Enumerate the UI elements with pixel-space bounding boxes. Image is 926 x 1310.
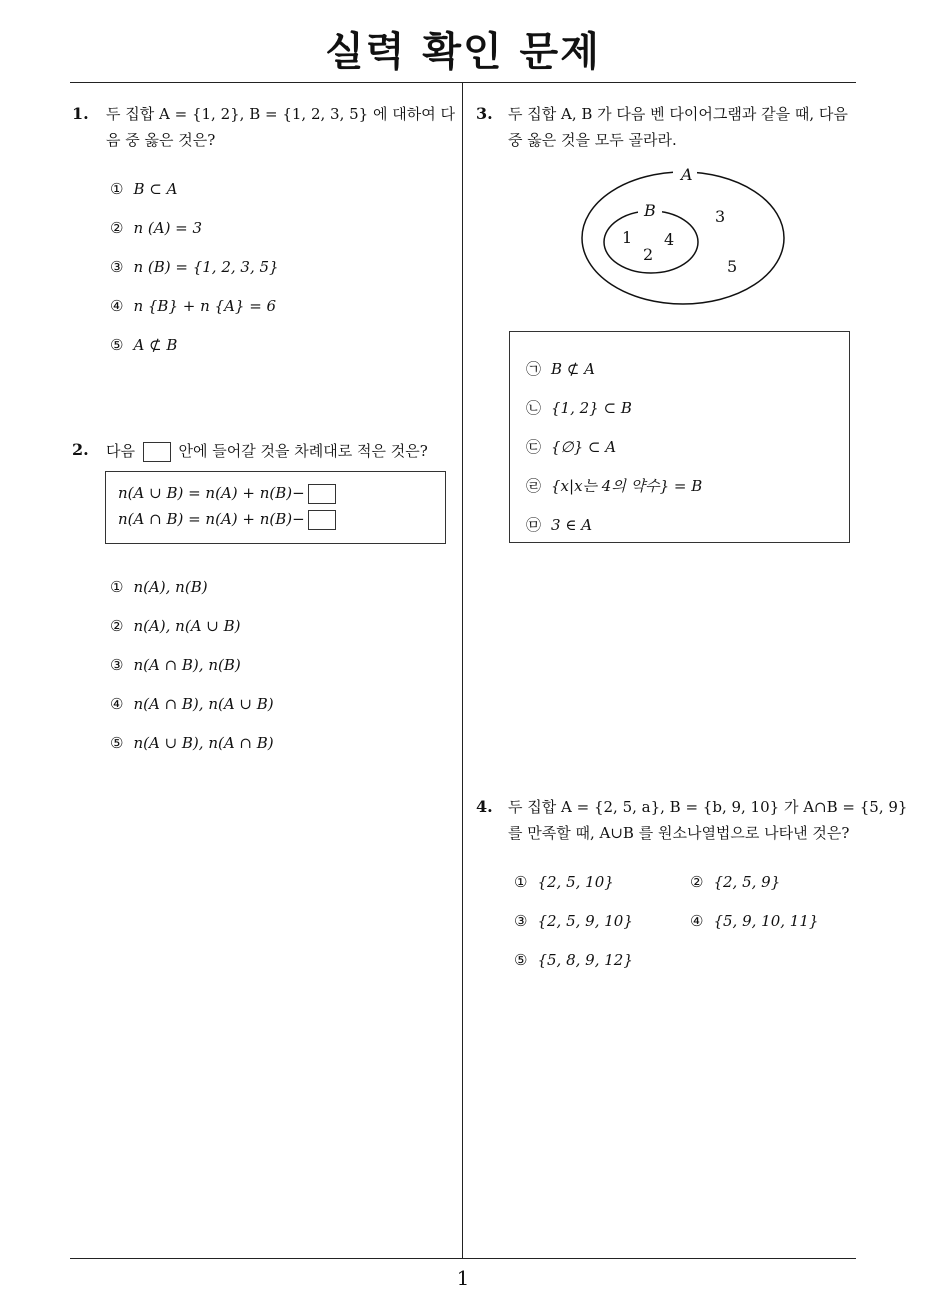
question-4-number: 4. — [476, 797, 493, 816]
question-1-line-2: 음 중 옳은 것은? — [106, 131, 216, 149]
question-2-text — [106, 438, 428, 464]
option-text: {2, 5, 9} — [713, 873, 781, 891]
q3-statement-4[interactable] — [526, 475, 702, 496]
venn-element: 5 — [727, 257, 738, 276]
option-text: n {B} + n {A} = 6 — [133, 297, 277, 315]
venn-element: 1 — [622, 228, 633, 247]
venn-element: 4 — [664, 230, 675, 249]
option-mark: ② — [110, 219, 124, 237]
question-2-text-after: 안에 들어갈 것을 차례대로 적은 것은? — [178, 442, 428, 460]
option-text: {1, 2} ⊂ B — [551, 399, 632, 417]
option-text: {x|x는 4의 약수} = B — [551, 477, 703, 495]
q2-option-3[interactable] — [110, 656, 241, 674]
option-text: n(A), n(A ∪ B) — [133, 617, 241, 635]
option-mark: ㉡ — [526, 399, 542, 417]
option-text: n(A ∪ B), n(A ∩ B) — [133, 734, 274, 752]
option-text: n (A) = 3 — [133, 219, 203, 237]
option-text: n (B) = {1, 2, 3, 5} — [133, 258, 279, 276]
question-3-line-2: 중 옳은 것을 모두 골라라. — [508, 131, 677, 149]
q4-option-4[interactable] — [690, 912, 818, 930]
bottom-divider — [70, 1258, 856, 1259]
q3-statement-3[interactable] — [526, 436, 616, 457]
option-mark: ㉣ — [526, 477, 542, 495]
option-text: 3 ∈ A — [551, 516, 593, 534]
option-mark: ① — [110, 578, 124, 596]
q1-option-4[interactable] — [110, 297, 276, 315]
option-text: A ⊄ B — [133, 336, 178, 354]
q4-option-1[interactable] — [514, 873, 614, 891]
option-text: {∅} ⊂ A — [551, 438, 617, 456]
venn-set-a-circle — [582, 172, 784, 304]
column-divider — [462, 82, 463, 1258]
question-1-number: 1. — [72, 104, 89, 123]
venn-diagram — [575, 165, 795, 310]
option-mark: ③ — [514, 912, 528, 930]
q2-option-5[interactable] — [110, 734, 274, 752]
formula-box — [105, 471, 446, 544]
q1-option-2[interactable] — [110, 219, 202, 237]
q2-option-1[interactable] — [110, 578, 208, 596]
question-1-text — [106, 101, 458, 153]
option-text: {5, 8, 9, 12} — [537, 951, 633, 969]
blank-box — [308, 510, 336, 530]
question-3-line-1: 두 집합 A, B 가 다음 벤 다이어그램과 같을 때, 다음 — [508, 105, 848, 123]
option-text: {5, 9, 10, 11} — [713, 912, 819, 930]
option-mark: ⑤ — [110, 734, 124, 752]
question-2-text-before: 다음 — [106, 442, 135, 460]
option-mark: ② — [110, 617, 124, 635]
option-mark: ① — [514, 873, 528, 891]
q3-statement-5[interactable] — [526, 514, 592, 535]
option-mark: ④ — [110, 297, 124, 315]
q1-option-1[interactable] — [110, 180, 177, 198]
question-4-line-2: 를 만족할 때, A∪B 를 원소나열법으로 나타낸 것은? — [508, 824, 850, 842]
option-mark: ㉠ — [526, 360, 542, 378]
q3-statement-1[interactable] — [526, 358, 595, 379]
q4-option-3[interactable] — [514, 912, 633, 930]
question-2-number: 2. — [72, 440, 89, 459]
q2-option-2[interactable] — [110, 617, 241, 635]
option-text: {2, 5, 9, 10} — [537, 912, 633, 930]
option-mark: ① — [110, 180, 124, 198]
q2-option-4[interactable] — [110, 695, 274, 713]
top-divider — [70, 82, 856, 83]
venn-element: 3 — [715, 207, 726, 226]
formula-line-1 — [118, 484, 339, 504]
question-4-text — [508, 794, 908, 846]
option-mark: ② — [690, 873, 704, 891]
formula-line-2 — [118, 510, 339, 530]
formula-text: n(A ∩ B) = n(A) + n(B)− — [118, 510, 305, 528]
blank-box — [308, 484, 336, 504]
question-3-number: 3. — [476, 104, 493, 123]
question-3-text — [508, 101, 860, 153]
venn-label-a: A — [681, 165, 693, 184]
option-text: n(A ∩ B), n(B) — [133, 656, 241, 674]
formula-text: n(A ∪ B) = n(A) + n(B)− — [118, 484, 305, 502]
option-mark: ④ — [690, 912, 704, 930]
venn-label-b: B — [644, 201, 656, 220]
q4-option-2[interactable] — [690, 873, 780, 891]
option-text: {2, 5, 10} — [537, 873, 614, 891]
option-mark: ㉤ — [526, 516, 542, 534]
option-mark: ㉢ — [526, 438, 542, 456]
option-mark: ⑤ — [514, 951, 528, 969]
q3-statement-2[interactable] — [526, 397, 632, 418]
option-text: B ⊂ A — [133, 180, 178, 198]
q1-option-5[interactable] — [110, 336, 177, 354]
question-4-line-1: 두 집합 A = {2, 5, a}, B = {b, 9, 10} 가 A∩B = {5, 9} — [508, 798, 908, 816]
option-mark: ③ — [110, 656, 124, 674]
q4-option-5[interactable] — [514, 951, 633, 969]
option-mark: ⑤ — [110, 336, 124, 354]
venn-element: 2 — [643, 245, 654, 264]
option-mark: ④ — [110, 695, 124, 713]
q1-option-3[interactable] — [110, 258, 279, 276]
option-mark: ③ — [110, 258, 124, 276]
blank-box — [143, 442, 171, 462]
page-title: 실력 확인 문제 — [325, 29, 601, 75]
option-text: B ⊄ A — [551, 360, 595, 378]
option-text: n(A ∩ B), n(A ∪ B) — [133, 695, 274, 713]
question-1-line-1: 두 집합 A = {1, 2}, B = {1, 2, 3, 5} 에 대하여 다 — [106, 105, 455, 123]
page-number: 1 — [456, 1266, 470, 1290]
option-text: n(A), n(B) — [133, 578, 208, 596]
